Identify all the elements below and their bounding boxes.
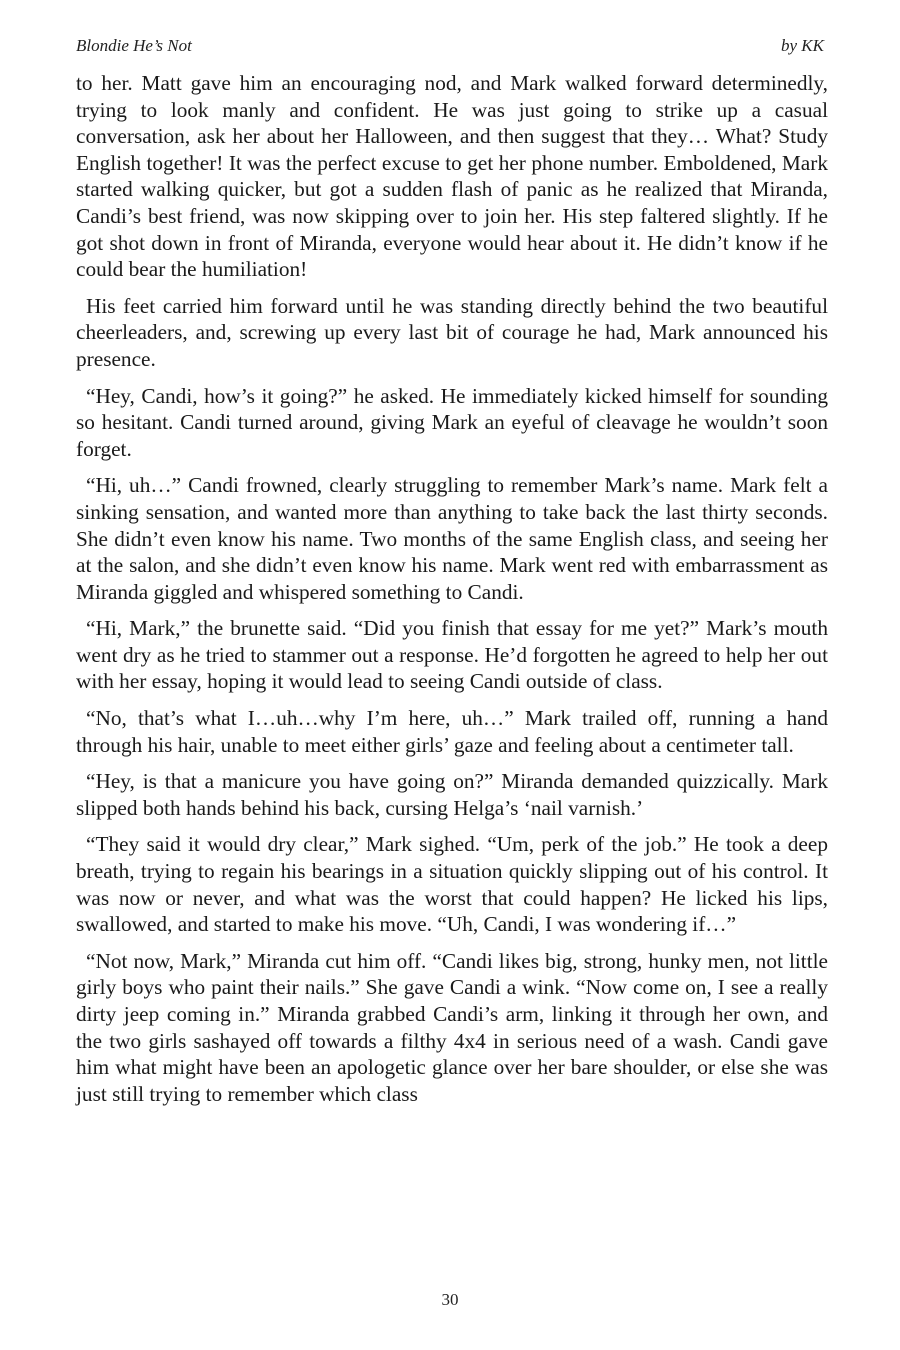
running-header [76,36,824,60]
paragraph: “Not now, Mark,” Miranda cut him off. “Candi likes big, strong, hunky men, not little girly boys who paint their nails.” She gave Candi a wink. “Now come on, I see a really dirty jeep coming in.” Miranda grabbed Candi’s arm, linking it through her own, and the two girls sashayed off towards a filthy 4x4 in serious need of a wash. Candi gave him what might have been an apologetic glance over her bare shoulder, or else she was just still trying to remember which class [76,948,828,1106]
paragraph: to her. Matt gave him an encouraging nod, and Mark walked forward determinedly, trying to look manly and confident. He was just going to strike up a casual conversation, ask her about her Halloween, and then suggest that they… What? Study English together! It was the perfect excuse to get her phone number. Emboldened, Mark started walking quicker, but got a sudden flash of panic as he realized that Miranda, Candi’s best friend, was now skipping over to join her. His step faltered slightly. If he got shot down in front of Miranda, everyone would hear about it. He didn’t know if he could bear the humiliation! [76,71,828,282]
author-name: by KK [781,36,824,55]
paragraph: “Hey, Candi, how’s it going?” he asked. He immediately kicked himself for sounding so hesitant. Candi turned around, giving Mark an eyeful of cleavage he wouldn’t soon forget. [76,383,828,461]
paragraph: “Hi, uh…” Candi frowned, clearly struggling to remember Mark’s name. Mark felt a sinking sensation, and wanted more than anything to take back the last thirty seconds. She didn’t even know his name. Two months of the same English class, and seeing her at the salon, and she didn’t even know his name. Mark went red with embarrassment as Miranda giggled and whispered something to Candi. [76,473,828,604]
page-number: 30 [441,1290,459,1309]
book-title: Blondie He’s Not [76,36,192,55]
paragraph: “Hey, is that a manicure you have going on?” Miranda demanded quizzically. Mark slipped both hands behind his back, cursing Helga’s ‘nail varnish.’ [76,769,828,820]
paragraph: “Hi, Mark,” the brunette said. “Did you finish that essay for me yet?” Mark’s mouth went dry as he tried to stammer out a response. He’d forgotten he agreed to help her out with her essay, hoping it would lead to seeing Candi outside of class. [76,616,828,694]
paragraph: His feet carried him forward until he was standing directly behind the two beautiful cheerleaders, and, screwing up every last bit of courage he had, Mark announced his presence. [76,293,828,371]
paragraph: “No, that’s what I…uh…why I’m here, uh…” Mark trailed off, running a hand through his hair, unable to meet either girls’ gaze and feeling about a centimeter tall. [76,706,828,757]
body-text [76,70,828,1117]
paragraph: “They said it would dry clear,” Mark sighed. “Um, perk of the job.” He took a deep breath, trying to regain his bearings in a situation quickly slipping out of his control. It was now or never, and what was the worst that could happen? He licked his lips, swallowed, and started to make his move. “Uh, Candi, I was wondering if…” [76,832,828,937]
